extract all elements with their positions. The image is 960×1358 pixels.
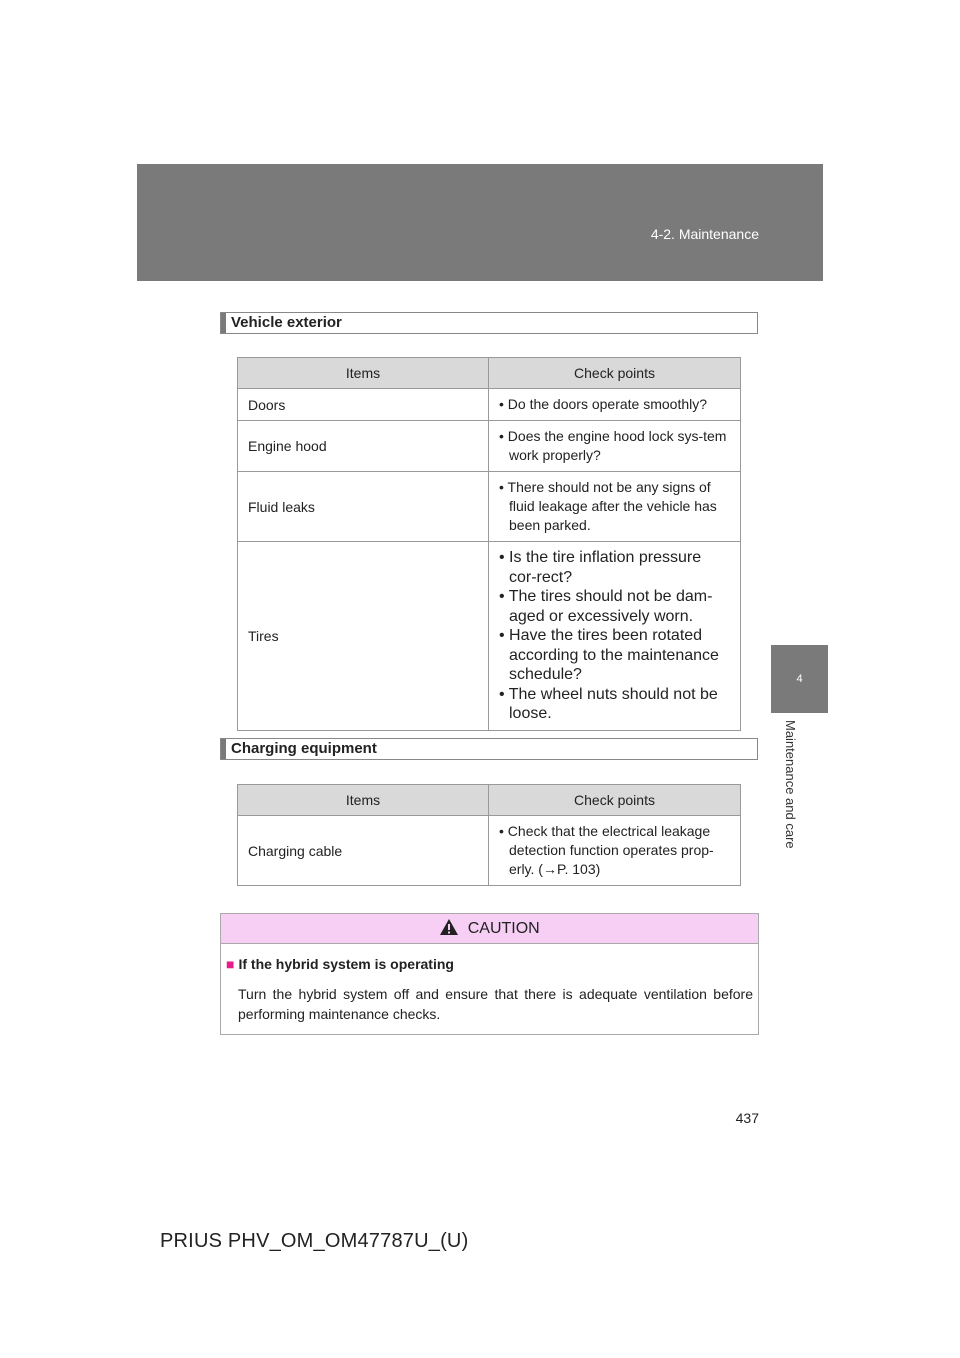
charging-equipment-heading: Charging equipment xyxy=(220,738,758,760)
check-points-cell xyxy=(489,389,741,421)
column-header-items: Items xyxy=(238,785,489,816)
table-row xyxy=(238,421,741,472)
chapter-tab xyxy=(771,645,828,713)
chapter-label xyxy=(758,720,842,860)
square-bullet-icon: ■ xyxy=(226,956,235,972)
table-row xyxy=(238,816,741,886)
section-title: 4-2. Maintenance xyxy=(650,226,759,242)
check-point: • The wheel nuts should not be loose. xyxy=(499,685,718,722)
caution-title-line xyxy=(226,956,753,972)
chapter-number: 4 xyxy=(796,673,803,685)
check-points-cell xyxy=(489,421,741,472)
check-points-cell xyxy=(489,816,741,886)
vehicle-exterior-table xyxy=(237,357,741,731)
check-point: • Check that the electrical leakage detection function operates prop-erly. (→P. 103) xyxy=(499,823,714,877)
charging-equipment-table xyxy=(237,784,741,886)
column-header-items: Items xyxy=(238,358,489,389)
caution-header xyxy=(221,914,758,944)
item-cell: Engine hood xyxy=(238,421,489,472)
check-point: • Have the tires been rotated according to the maintenance schedule? xyxy=(499,627,719,683)
check-points-cell xyxy=(489,472,741,542)
check-point: • The tires should not be dam-aged or excessively worn. xyxy=(499,588,713,625)
header-band xyxy=(137,164,823,281)
vehicle-exterior-heading: Vehicle exterior xyxy=(220,312,758,334)
item-cell: Tires xyxy=(238,542,489,731)
caution-body xyxy=(221,944,758,1024)
warning-icon xyxy=(439,918,459,936)
item-cell: Fluid leaks xyxy=(238,472,489,542)
check-point: • Does the engine hood lock sys-tem work properly? xyxy=(499,428,727,463)
check-point: • Do the doors operate smoothly? xyxy=(499,396,708,412)
document-code: PRIUS PHV_OM_OM47787U_(U) xyxy=(160,1230,469,1252)
table-header-row xyxy=(238,358,741,389)
check-point: • Is the tire inflation pressure cor-rect? xyxy=(499,549,702,586)
table-row xyxy=(238,472,741,542)
caution-title: If the hybrid system is operating xyxy=(238,956,454,972)
table-row xyxy=(238,542,741,731)
page-number: 437 xyxy=(735,1110,759,1126)
column-header-check-points: Check points xyxy=(489,785,741,816)
item-cell: Doors xyxy=(238,389,489,421)
caution-box xyxy=(220,913,759,1035)
chapter-label-text: Maintenance and care xyxy=(783,720,798,849)
table-row xyxy=(238,389,741,421)
check-point: • There should not be any signs of fluid leakage after the vehicle has been parked. xyxy=(499,479,717,533)
caution-text: Turn the hybrid system off and ensure that there is adequate ventilation before performing maintenance checks. xyxy=(238,986,753,1022)
table-header-row xyxy=(238,785,741,816)
caution-label: CAUTION xyxy=(467,920,540,937)
column-header-check-points: Check points xyxy=(489,358,741,389)
item-cell: Charging cable xyxy=(238,816,489,886)
check-points-cell xyxy=(489,542,741,731)
